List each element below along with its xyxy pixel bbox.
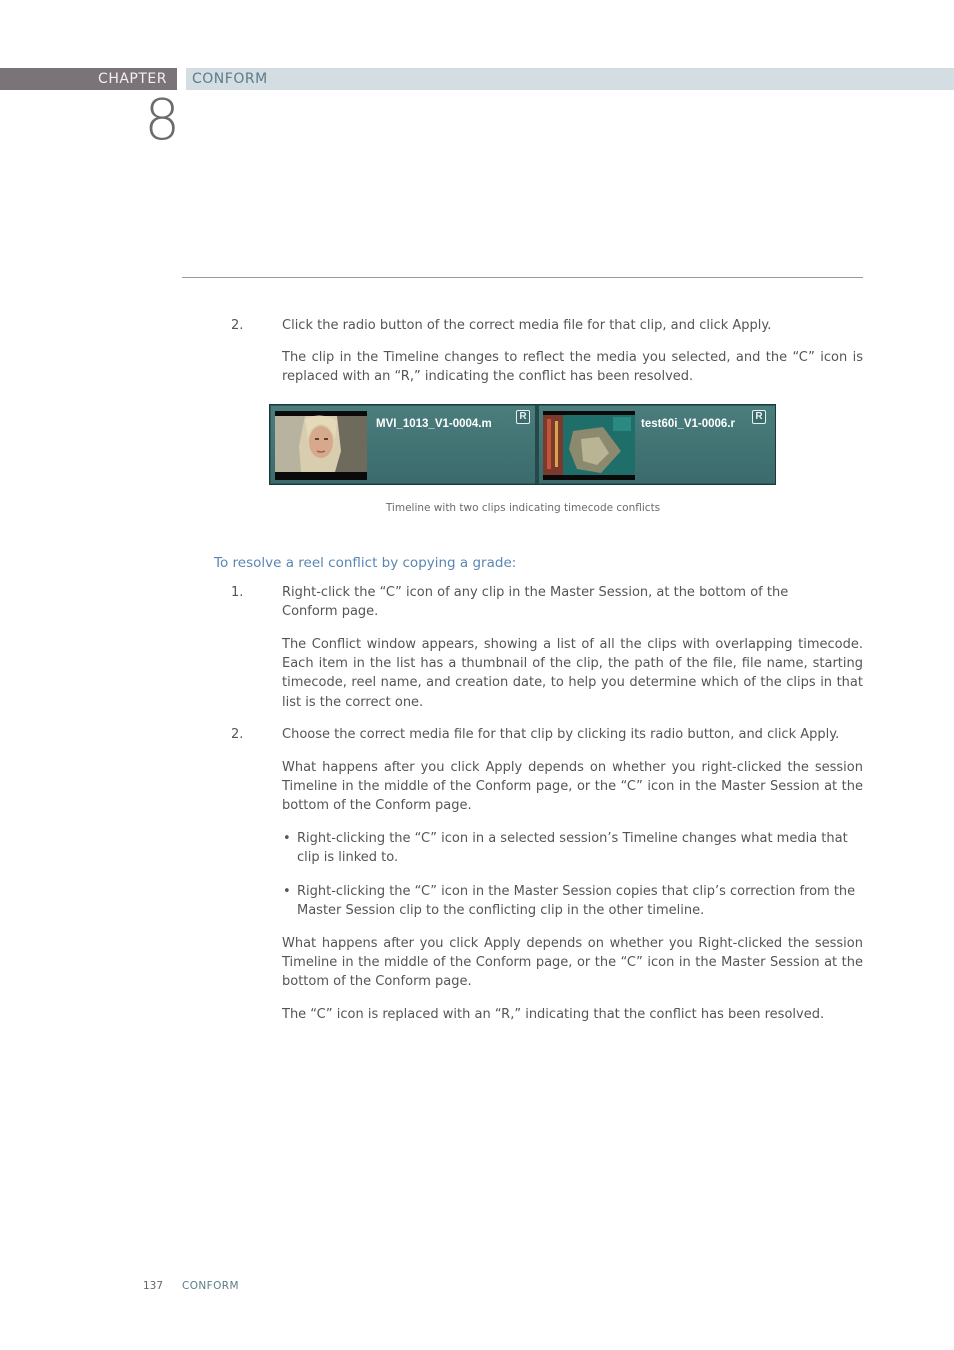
bullet-item: Right-clicking the “C” icon in a selected session’s Timeline changes what media that clip is linked to. bbox=[297, 831, 848, 866]
step-text: Right-click the “C” icon of any clip in the Master Session, at the bottom of the Conform page. bbox=[282, 585, 789, 620]
clip-name: MVI_1013_V1-0004.m bbox=[376, 418, 492, 430]
chapter-label: CHAPTER bbox=[0, 68, 177, 90]
footer-section: CONFORM bbox=[182, 1280, 239, 1292]
step-number: 1. bbox=[231, 585, 244, 600]
bullet-dot-icon: • bbox=[283, 884, 291, 899]
step-paragraph: The Conflict window appears, showing a list of all the clips with overlapping timecode. Each item in the list has a thumbnail of the clip, the path of the file, file name, starting timecode, reel name, and creation date, to help you determine which of the clips in that list is the correct one. bbox=[282, 637, 863, 710]
page-number: 137 bbox=[143, 1280, 164, 1292]
section-title: CONFORM bbox=[186, 68, 954, 90]
clip-name: test60i_V1-0006.r bbox=[641, 418, 735, 430]
chapter-number: 8 bbox=[144, 88, 180, 153]
timeline-clip bbox=[271, 406, 535, 483]
step-text: Click the radio button of the correct media file for that clip, and click Apply. bbox=[282, 318, 772, 333]
resolved-r-icon[interactable]: R bbox=[752, 410, 766, 424]
step-paragraph: What happens after you click Apply depends on whether you Right-clicked the session Timeline in the middle of the Conform page, or the “C” icon in the Master Session at the bottom of the Conform page. bbox=[282, 936, 863, 990]
timeline-figure bbox=[269, 404, 776, 485]
portrait-woman-thumbnail-icon bbox=[275, 411, 367, 480]
bullet-dot-icon: • bbox=[283, 831, 291, 846]
resolved-r-icon[interactable]: R bbox=[516, 410, 530, 424]
step-number: 2. bbox=[231, 727, 244, 742]
step-paragraph: The “C” icon is replaced with an “R,” indicating that the conflict has been resolved. bbox=[282, 1007, 825, 1022]
timeline-clip bbox=[539, 406, 775, 483]
header-divider bbox=[182, 277, 863, 278]
step-followup: The clip in the Timeline changes to reflect the media you selected, and the “C” icon is replaced with an “R,” indicating the conflict has been resolved. bbox=[282, 350, 863, 385]
step-paragraph: What happens after you click Apply depends on whether you right-clicked the session Timeline in the middle of the Conform page, or the “C” icon in the Master Session at the bottom of the Conform page. bbox=[282, 760, 863, 814]
step-text: Choose the correct media file for that clip by clicking its radio button, and click Apply. bbox=[282, 727, 840, 742]
aerial-landscape-thumbnail-icon bbox=[543, 411, 635, 480]
step-number: 2. bbox=[231, 318, 244, 333]
procedure-heading: To resolve a reel conflict by copying a grade: bbox=[214, 555, 517, 571]
figure-caption: Timeline with two clips indicating timecode conflicts bbox=[385, 502, 661, 514]
bullet-item: Right-clicking the “C” icon in the Master Session copies that clip’s correction from the Master Session clip to the conflicting clip in the other timeline. bbox=[297, 884, 856, 919]
